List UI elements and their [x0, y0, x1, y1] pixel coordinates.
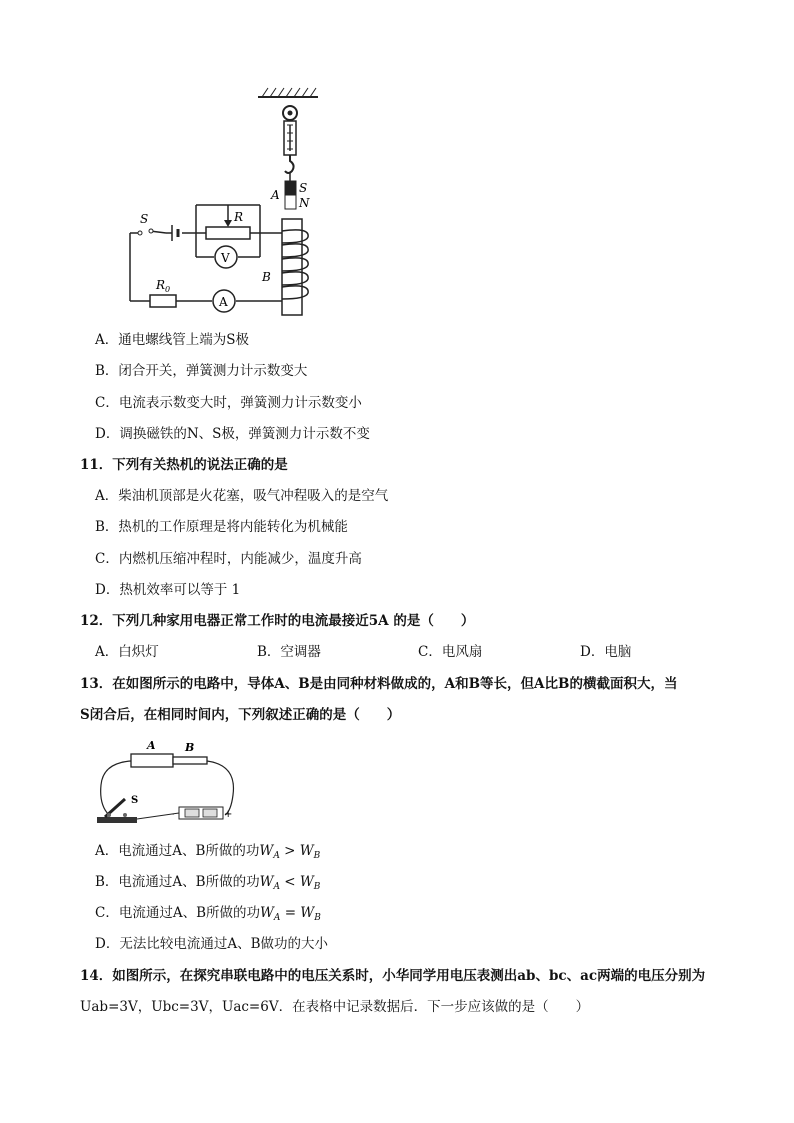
q12-option-b: B．空调器 — [257, 644, 321, 660]
q13-option-c-sub-a: A — [273, 913, 281, 923]
rheostat-label-r: R — [234, 210, 244, 224]
q13-option-c-w2: W — [300, 905, 315, 921]
q13-option-a-w2: W — [299, 843, 314, 859]
q14-stem-line2: Uab=3V，Ubc=3V，Uac=6V．在表格中记录数据后．下一步应该做的是（ ） — [80, 999, 590, 1015]
q14-stem-line1: 14．如图所示，在探究串联电路中的电压关系时，小华同学用电压表测出ab、bc、ac两端的电压分别为 — [80, 968, 706, 984]
q13-option-c-text: C．电流通过A、B所做的功 — [95, 905, 260, 921]
q10-option-d: D．调换磁铁的N、S极，弹簧测力计示数不变 — [95, 426, 370, 442]
switch-label-s: S — [140, 212, 149, 226]
q13-option-b-sub-b: B — [313, 882, 321, 892]
battery-plus-label: + — [224, 809, 233, 820]
q13-option-c-w1: W — [260, 905, 274, 921]
q13-option-c-relation: = — [284, 905, 296, 921]
q12-option-c: C．电风扇 — [418, 644, 483, 660]
resistor-r0-label: $R_0$ — [156, 278, 171, 294]
q13-option-a-w1: W — [259, 843, 274, 859]
magnet-label-a: A — [271, 188, 280, 202]
q13-option-a-sub-a: A — [273, 851, 280, 861]
q13-option-a-sub-b: B — [313, 851, 321, 861]
battery-minus-label: - — [171, 809, 175, 820]
solenoid-label-b: B — [262, 270, 271, 284]
q11-option-b: B．热机的工作原理是将内能转化为机械能 — [95, 519, 348, 535]
q11-stem: 11．下列有关热机的说法正确的是 — [80, 457, 288, 473]
figure-conductor-circuit — [95, 735, 245, 830]
q13-option-b-text: B．电流通过A、B所做的功 — [95, 874, 260, 890]
q13-option-b — [95, 873, 320, 896]
q13-option-a-text: A．电流通过A、B所做的功 — [95, 843, 260, 859]
switch-label-s: S — [131, 795, 139, 806]
q13-option-b-w2: W — [299, 874, 314, 890]
magnet-label-n: N — [299, 196, 310, 210]
q11-option-d: D．热机效率可以等于 1 — [95, 582, 241, 598]
q13-option-b-relation: < — [284, 874, 296, 890]
conductor-label-b: B — [185, 741, 195, 754]
q10-option-b: B．闭合开关，弹簧测力计示数变大 — [95, 363, 308, 379]
q13-option-b-w1: W — [259, 874, 274, 890]
ammeter-label: A — [219, 295, 228, 309]
q11-option-c: C．内燃机压缩冲程时，内能减少，温度升高 — [95, 551, 362, 567]
q13-option-b-sub-a: A — [273, 882, 280, 892]
q13-option-d: D．无法比较电流通过A、B做功的大小 — [95, 936, 328, 952]
q13-option-c-sub-b: B — [314, 913, 321, 923]
q13-stem-line2: S闭合后，在相同时间内，下列叙述正确的是（ ） — [80, 707, 401, 723]
q10-option-a: A．通电螺线管上端为S极 — [95, 332, 249, 348]
q11-option-a: A．柴油机顶部是火花塞，吸气冲程吸入的是空气 — [95, 488, 389, 504]
magnet-label-s: S — [299, 181, 308, 195]
conductor-label-a: A — [147, 739, 156, 752]
q13-stem-line1: 13．在如图所示的电路中，导体A、B是由同种材料做成的，A和B等长，但A比B的横截面积大，当 — [80, 676, 678, 692]
voltmeter-label: V — [221, 251, 230, 265]
q12-stem: 12．下列几种家用电器正常工作时的电流最接近5A 的是（ ） — [80, 613, 475, 629]
q13-option-c — [95, 904, 321, 927]
figure-solenoid-circuit — [110, 85, 340, 320]
q13-option-a-relation: > — [284, 843, 296, 859]
q13-option-a — [95, 842, 320, 865]
q10-option-c: C．电流表示数变大时，弹簧测力计示数变小 — [95, 395, 362, 411]
q12-option-a: A．白炽灯 — [95, 644, 159, 660]
q12-option-d: D．电脑 — [580, 644, 632, 660]
